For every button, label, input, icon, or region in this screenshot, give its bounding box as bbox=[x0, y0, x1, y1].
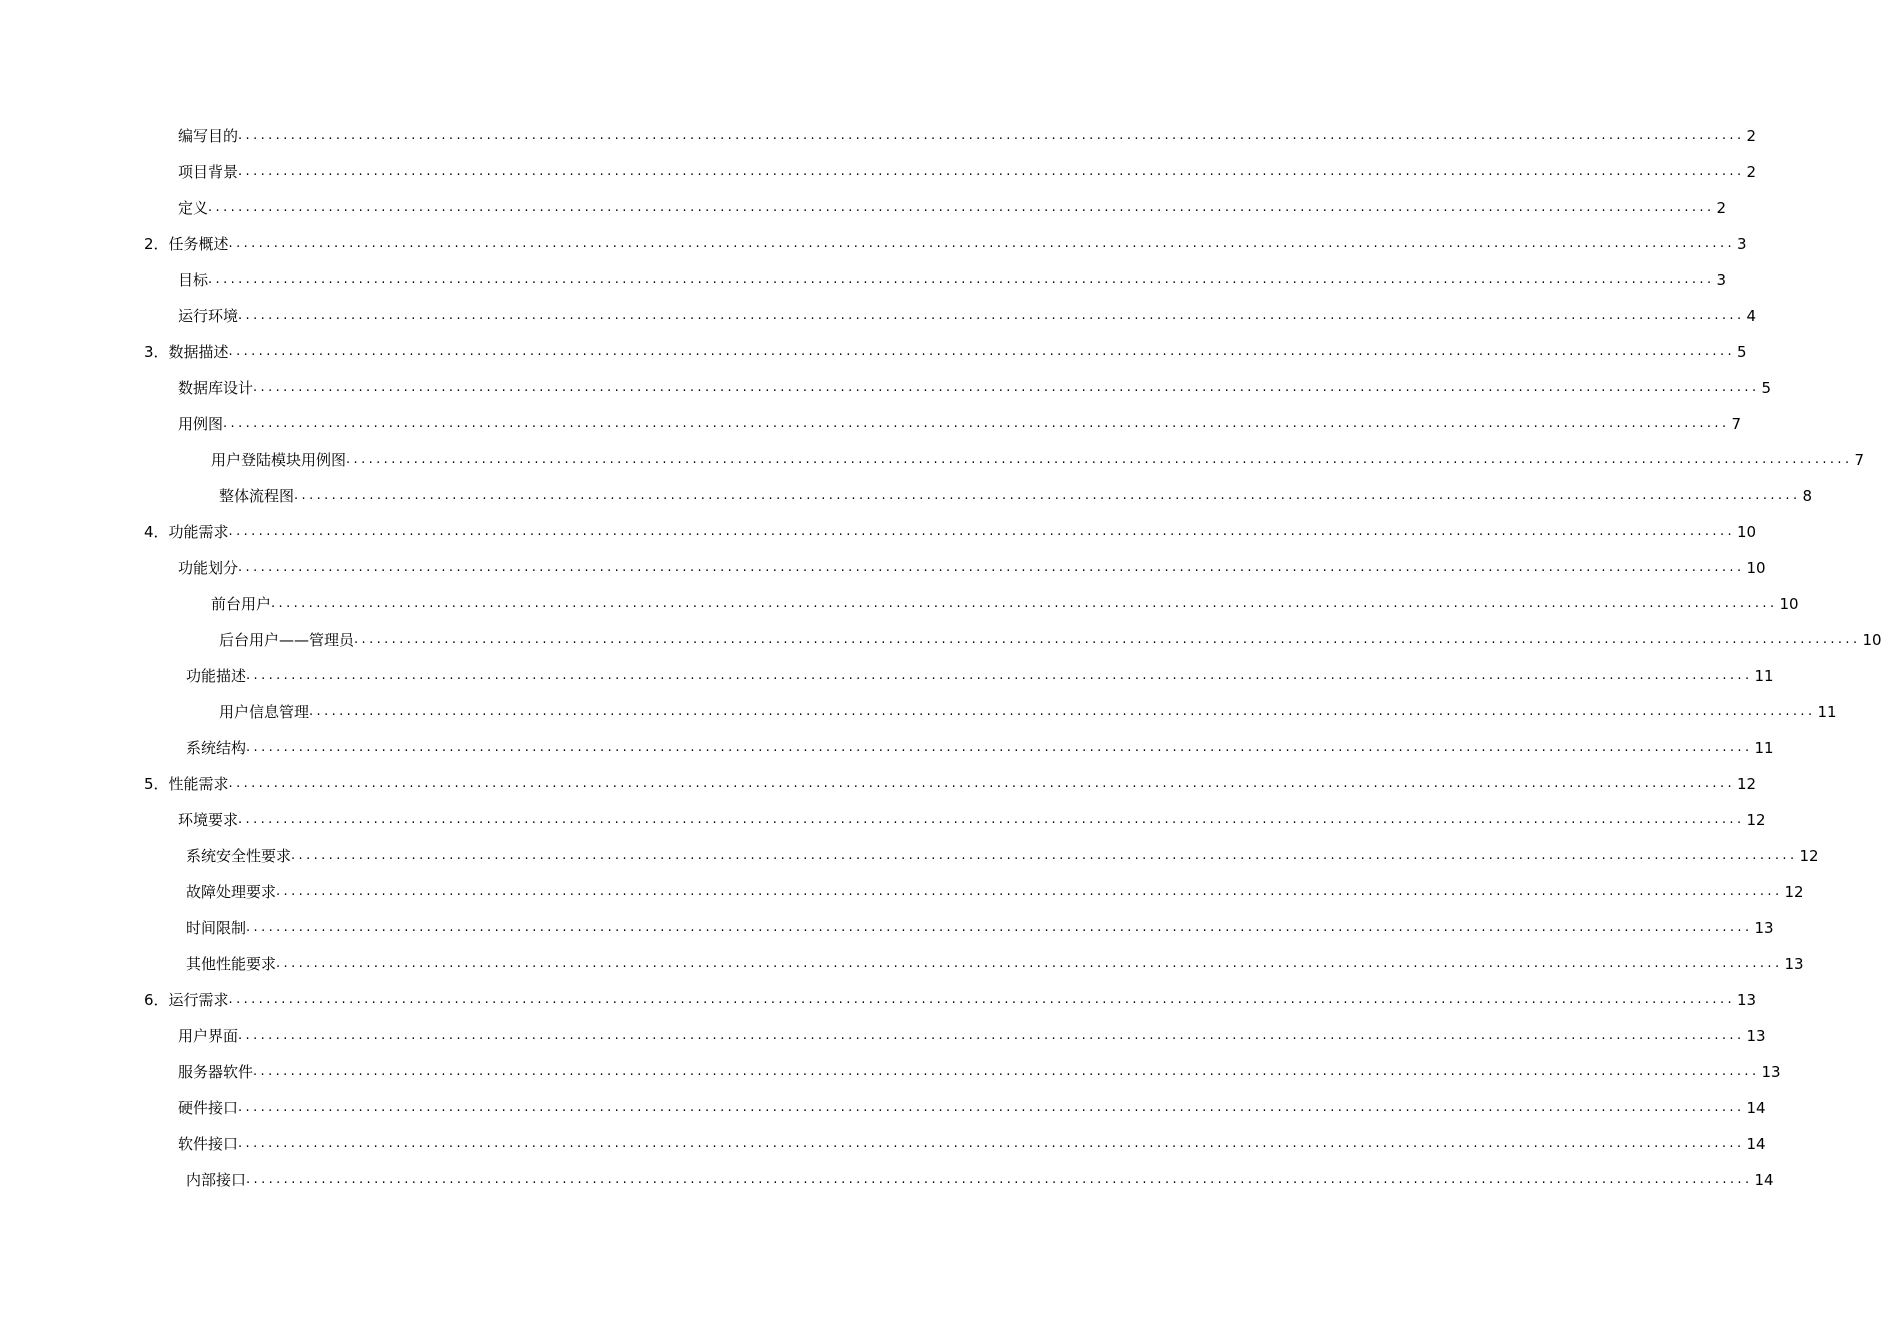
toc-entry-title: 数据库设计 bbox=[178, 379, 254, 397]
toc-entry-page: 13 bbox=[1761, 1063, 1781, 1081]
toc-entry-title: 硬件接口 bbox=[178, 1099, 239, 1117]
toc-entry[interactable] bbox=[0, 442, 1865, 478]
toc-entry-page: 14 bbox=[1746, 1099, 1766, 1117]
toc-dot-leader: ........................................................................................................................................................................................................ bbox=[238, 164, 1745, 179]
toc-dot-leader: ........................................................................................................................................................................................................ bbox=[228, 776, 1736, 791]
toc-entry-page: 7 bbox=[1731, 415, 1742, 433]
toc-entry-title: 定义 bbox=[178, 199, 209, 217]
toc-entry-title: 功能划分 bbox=[178, 559, 239, 577]
toc-entry-title: 5．性能需求 bbox=[144, 775, 229, 793]
toc-entry-title: 服务器软件 bbox=[178, 1063, 254, 1081]
toc-entry-page: 4 bbox=[1746, 307, 1757, 325]
toc-entry[interactable] bbox=[0, 154, 1757, 190]
toc-entry[interactable] bbox=[0, 550, 1766, 586]
toc-entry-page: 11 bbox=[1754, 667, 1774, 685]
toc-entry-title: 用户登陆模块用例图 bbox=[211, 451, 347, 469]
toc-entry[interactable] bbox=[0, 766, 1757, 802]
toc-entry[interactable] bbox=[0, 946, 1804, 982]
toc-dot-leader: ........................................................................................................................................................................................................ bbox=[238, 1136, 1745, 1151]
toc-entry-title: 目标 bbox=[178, 271, 209, 289]
toc-dot-leader: ........................................................................................................................................................................................................ bbox=[309, 704, 1816, 719]
toc-entry[interactable] bbox=[0, 1018, 1766, 1054]
toc-dot-leader: ........................................................................................................................................................................................................ bbox=[238, 1100, 1745, 1115]
toc-entry-title: 用例图 bbox=[178, 415, 224, 433]
toc-entry-page: 7 bbox=[1854, 451, 1865, 469]
toc-entry[interactable] bbox=[0, 982, 1757, 1018]
toc-entry-page: 2 bbox=[1746, 163, 1757, 181]
toc-entry[interactable] bbox=[0, 910, 1774, 946]
toc-dot-leader: ........................................................................................................................................................................................................ bbox=[246, 920, 1753, 935]
toc-dot-leader: ........................................................................................................................................................................................................ bbox=[246, 1172, 1753, 1187]
toc-entry[interactable] bbox=[0, 1090, 1766, 1126]
toc-entry-title: 整体流程图 bbox=[219, 487, 295, 505]
toc-entry-page: 10 bbox=[1737, 523, 1757, 541]
toc-entry-page: 5 bbox=[1761, 379, 1772, 397]
toc-dot-leader: ........................................................................................................................................................................................................ bbox=[223, 416, 1730, 431]
toc-entry-page: 3 bbox=[1716, 271, 1727, 289]
toc-dot-leader: ........................................................................................................................................................................................................ bbox=[228, 992, 1736, 1007]
toc-entry-page: 2 bbox=[1746, 127, 1757, 145]
toc-entry-title: 前台用户 bbox=[211, 595, 272, 613]
toc-dot-leader: ........................................................................................................................................................................................................ bbox=[276, 956, 1783, 971]
toc-entry[interactable] bbox=[0, 514, 1757, 550]
toc-entry-title: 系统结构 bbox=[186, 739, 247, 757]
toc-entry-title: 运行环境 bbox=[178, 307, 239, 325]
toc-dot-leader: ........................................................................................................................................................................................................ bbox=[271, 596, 1778, 611]
toc-dot-leader: ........................................................................................................................................................................................................ bbox=[253, 380, 1760, 395]
toc-entry-page: 2 bbox=[1716, 199, 1727, 217]
toc-entry[interactable] bbox=[0, 874, 1804, 910]
toc-dot-leader: ........................................................................................................................................................................................................ bbox=[354, 632, 1861, 647]
toc-dot-leader: ........................................................................................................................................................................................................ bbox=[228, 524, 1736, 539]
toc-entry-title: 时间限制 bbox=[186, 919, 247, 937]
toc-entry-page: 10 bbox=[1746, 559, 1766, 577]
toc-entry-page: 14 bbox=[1754, 1171, 1774, 1189]
toc-dot-leader: ........................................................................................................................................................................................................ bbox=[246, 668, 1753, 683]
toc-entry[interactable] bbox=[0, 478, 1813, 514]
toc-dot-leader: ........................................................................................................................................................................................................ bbox=[246, 740, 1753, 755]
toc-entry-page: 11 bbox=[1754, 739, 1774, 757]
toc-entry-title: 2．任务概述 bbox=[144, 235, 229, 253]
toc-entry[interactable] bbox=[0, 370, 1772, 406]
toc-dot-leader: ........................................................................................................................................................................................................ bbox=[228, 236, 1736, 251]
toc-entry[interactable] bbox=[0, 730, 1774, 766]
toc-dot-leader: ........................................................................................................................................................................................................ bbox=[294, 488, 1801, 503]
toc-entry-title: 其他性能要求 bbox=[186, 955, 277, 973]
toc-entry-page: 12 bbox=[1737, 775, 1757, 793]
toc-entry-page: 10 bbox=[1779, 595, 1799, 613]
toc-entry-title: 软件接口 bbox=[178, 1135, 239, 1153]
toc-entry[interactable] bbox=[0, 622, 1882, 658]
table-of-contents bbox=[0, 118, 1882, 1198]
toc-entry-page: 14 bbox=[1746, 1135, 1766, 1153]
toc-entry-title: 用户界面 bbox=[178, 1027, 239, 1045]
toc-entry-page: 8 bbox=[1802, 487, 1813, 505]
toc-entry-title: 后台用户——管理员 bbox=[219, 631, 355, 649]
toc-entry-page: 10 bbox=[1862, 631, 1882, 649]
toc-dot-leader: ........................................................................................................................................................................................................ bbox=[238, 1028, 1745, 1043]
toc-dot-leader: ........................................................................................................................................................................................................ bbox=[238, 812, 1745, 827]
toc-entry-page: 12 bbox=[1746, 811, 1766, 829]
toc-entry[interactable] bbox=[0, 838, 1819, 874]
toc-entry-title: 6．运行需求 bbox=[144, 991, 229, 1009]
toc-entry[interactable] bbox=[0, 118, 1757, 154]
toc-entry[interactable] bbox=[0, 1126, 1766, 1162]
toc-entry[interactable] bbox=[0, 262, 1727, 298]
toc-entry[interactable] bbox=[0, 586, 1799, 622]
toc-dot-leader: ........................................................................................................................................................................................................ bbox=[253, 1064, 1760, 1079]
toc-entry-title: 项目背景 bbox=[178, 163, 239, 181]
toc-entry[interactable] bbox=[0, 658, 1774, 694]
toc-entry[interactable] bbox=[0, 406, 1742, 442]
toc-dot-leader: ........................................................................................................................................................................................................ bbox=[276, 884, 1783, 899]
toc-entry-title: 编写目的 bbox=[178, 127, 239, 145]
toc-dot-leader: ........................................................................................................................................................................................................ bbox=[208, 200, 1715, 215]
toc-dot-leader: ........................................................................................................................................................................................................ bbox=[238, 308, 1745, 323]
toc-entry-page: 13 bbox=[1746, 1027, 1766, 1045]
toc-entry[interactable] bbox=[0, 226, 1747, 262]
toc-entry[interactable] bbox=[0, 802, 1766, 838]
toc-dot-leader: ........................................................................................................................................................................................................ bbox=[238, 128, 1745, 143]
toc-dot-leader: ........................................................................................................................................................................................................ bbox=[291, 848, 1798, 863]
toc-entry[interactable] bbox=[0, 298, 1757, 334]
toc-entry-page: 12 bbox=[1799, 847, 1819, 865]
toc-entry[interactable] bbox=[0, 190, 1727, 226]
toc-entry[interactable] bbox=[0, 694, 1837, 730]
toc-dot-leader: ........................................................................................................................................................................................................ bbox=[208, 272, 1715, 287]
toc-dot-leader: ........................................................................................................................................................................................................ bbox=[346, 452, 1853, 467]
toc-dot-leader: ........................................................................................................................................................................................................ bbox=[228, 344, 1736, 359]
toc-entry-title: 系统安全性要求 bbox=[186, 847, 292, 865]
toc-entry-title: 故障处理要求 bbox=[186, 883, 277, 901]
toc-dot-leader: ........................................................................................................................................................................................................ bbox=[238, 560, 1745, 575]
toc-entry-page: 13 bbox=[1737, 991, 1757, 1009]
toc-entry-page: 5 bbox=[1737, 343, 1747, 361]
toc-entry-page: 11 bbox=[1817, 703, 1837, 721]
toc-entry-title: 4．功能需求 bbox=[144, 523, 229, 541]
toc-entry-title: 功能描述 bbox=[186, 667, 247, 685]
toc-entry-page: 12 bbox=[1784, 883, 1804, 901]
toc-entry-page: 3 bbox=[1737, 235, 1747, 253]
toc-entry-title: 3．数据描述 bbox=[144, 343, 229, 361]
toc-entry[interactable] bbox=[0, 1162, 1774, 1198]
toc-entry[interactable] bbox=[0, 334, 1747, 370]
toc-entry-title: 环境要求 bbox=[178, 811, 239, 829]
toc-entry-title: 内部接口 bbox=[186, 1171, 247, 1189]
toc-entry-title: 用户信息管理 bbox=[219, 703, 310, 721]
toc-entry[interactable] bbox=[0, 1054, 1781, 1090]
toc-entry-page: 13 bbox=[1784, 955, 1804, 973]
toc-entry-page: 13 bbox=[1754, 919, 1774, 937]
